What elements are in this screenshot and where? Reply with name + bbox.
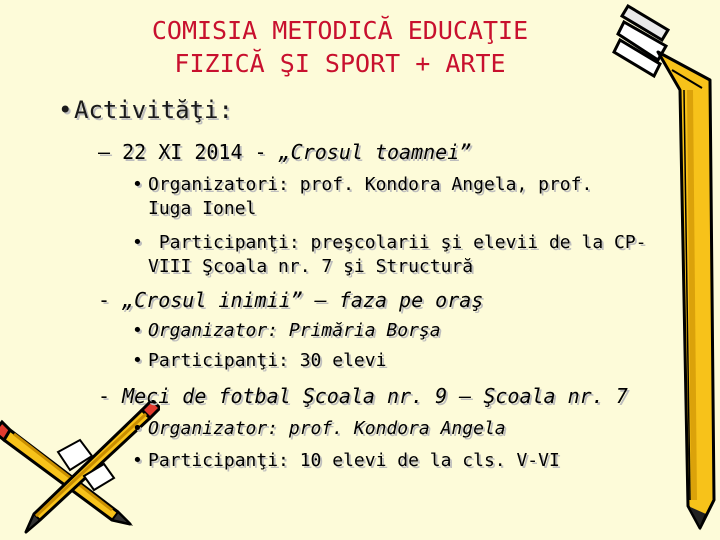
section-2-item-2: • Participanţi: 30 elevi: [132, 350, 387, 371]
activities-heading: •Activităţi:: [58, 96, 233, 124]
title-line-1: COMISIA METODICĂ EDUCAŢIE: [151, 16, 529, 45]
bullet-icon: •: [132, 450, 143, 471]
pencil-icon: [610, 0, 720, 540]
section-2-item-1: • Organizator: Primăria Borşa: [132, 320, 441, 341]
bullet-icon: •: [58, 96, 73, 124]
section-2-title: - „Crosul inimii” – faza pe oraş: [98, 288, 484, 312]
section-1-item-1-cont: Iuga Ionel: [148, 198, 257, 219]
section-1-item-2-cont: VIII Şcoala nr. 7 şi Structură: [148, 256, 474, 277]
bullet-icon: •: [132, 232, 143, 253]
page-title: [60, 14, 620, 80]
section-3-item-2: • Participanţi: 10 elevi de la cls. V-VI: [132, 450, 560, 471]
title-line-2: FIZICĂ ŞI SPORT + ARTE: [174, 49, 506, 78]
bullet-icon: •: [132, 174, 143, 195]
section-3-item-1: • Organizator: prof. Kondora Angela: [132, 418, 506, 439]
section-1-item-2: • Participanţi: preşcolarii şi elevii de la CP-: [132, 232, 647, 253]
section-1-item-1: • Organizatori: prof. Kondora Angela, prof.: [132, 174, 593, 195]
bullet-icon: •: [132, 320, 143, 341]
section-1-title: – 22 XI 2014 - „Crosul toamnei”: [98, 140, 472, 164]
section-3-title: - Meci de fotbal Şcoala nr. 9 – Şcoala nr. 7: [98, 384, 628, 408]
bullet-icon: •: [132, 350, 143, 371]
bullet-icon: •: [132, 418, 143, 439]
